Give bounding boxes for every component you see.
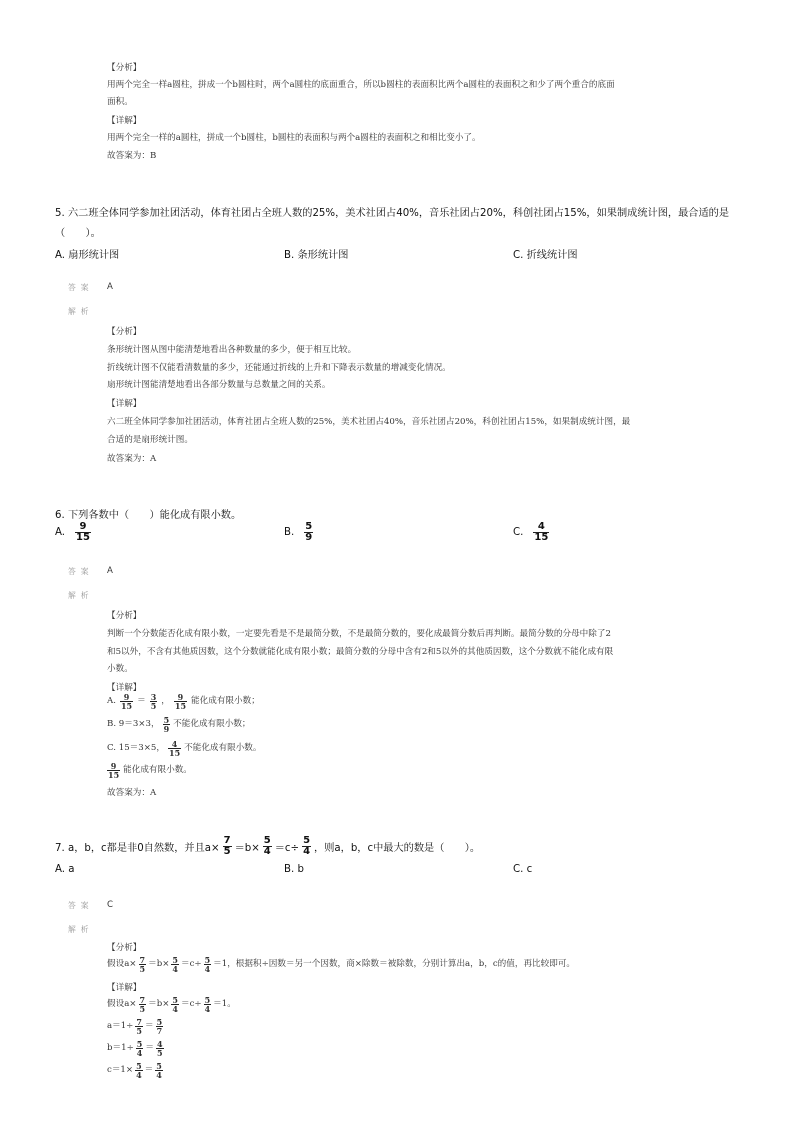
q5-answer-value: A xyxy=(107,282,113,292)
separator: ， xyxy=(161,696,170,706)
denominator: 15 xyxy=(534,532,549,543)
fraction xyxy=(204,956,212,973)
numerator: 7 xyxy=(223,835,231,846)
fraction xyxy=(135,1018,143,1035)
denominator: 5 xyxy=(139,964,146,974)
detail-text: 假设a× xyxy=(107,999,137,1009)
q5-analysis-line: 扇形统计图能清楚地看出各部分数量与总数量之间的关系。 xyxy=(107,380,331,390)
q5-analysis-header: 【分析】 xyxy=(107,327,142,337)
denominator: 4 xyxy=(172,964,178,974)
prev-detail-header: 【详解】 xyxy=(107,116,142,126)
analysis-text: ＝1，根据积÷因数＝另一个因数，商×除数＝被除数，分别计算出a，b，c的值，再比较即可。 xyxy=(213,959,576,969)
prev-analysis-line: 面积。 xyxy=(107,97,133,107)
q7-answer-label: 答案 xyxy=(68,901,94,910)
numerator: 4 xyxy=(537,521,545,532)
numerator: 7 xyxy=(139,995,146,1005)
fraction xyxy=(168,740,181,757)
q7-explain-label: 解析 xyxy=(68,925,94,934)
denominator: 5 xyxy=(136,1026,142,1036)
numerator: 9 xyxy=(177,692,184,702)
numerator: 5 xyxy=(156,1017,163,1027)
q6-detail-b xyxy=(107,716,251,733)
denominator: 4 xyxy=(263,846,271,857)
fraction xyxy=(156,1040,164,1057)
fraction xyxy=(163,716,171,733)
denominator: 15 xyxy=(174,701,187,711)
numerator: 4 xyxy=(171,739,178,749)
denominator: 15 xyxy=(169,748,181,758)
equals-sign: ＝ xyxy=(144,1021,154,1031)
fraction xyxy=(155,1062,163,1079)
denominator: 5 xyxy=(150,701,157,711)
q6-option-c xyxy=(513,522,549,543)
q7-analysis-line xyxy=(107,956,575,973)
q5-option-a: A. 扇形统计图 xyxy=(55,250,120,261)
q6-option-a xyxy=(55,522,91,543)
q6-detail-c xyxy=(107,740,262,757)
stem-text: 7. a，b，c都是非0自然数，并且a× xyxy=(55,843,220,854)
q6-answer-value: A xyxy=(107,566,113,576)
fraction xyxy=(150,693,158,710)
q6-explain-label: 解析 xyxy=(68,591,94,600)
stem-text: ，则a，b，c中最大的数是（ ）。 xyxy=(314,843,481,854)
q7-calc-c xyxy=(107,1062,163,1079)
stem-text: ＝c÷ xyxy=(274,843,300,854)
detail-prefix: C. 15＝3×5， xyxy=(107,743,165,753)
q5-analysis-line: 条形统计图从图中能清楚地看出各种数量的多少，便于相互比较。 xyxy=(107,345,357,355)
detail-text: ＝b× xyxy=(148,999,170,1009)
numerator: 5 xyxy=(204,995,211,1005)
q6-analysis-line: 和5以外，不含有其他质因数，这个分数就能化成有限小数；最简分数的分母中含有2和5以外的其他质因数，这个分数就不能化成有限 xyxy=(107,647,614,657)
calc-text: a＝1÷ xyxy=(107,1021,134,1031)
denominator: 7 xyxy=(156,1026,163,1036)
numerator: 7 xyxy=(136,1017,142,1027)
denominator: 15 xyxy=(120,701,133,711)
fraction xyxy=(120,693,133,710)
detail-text: 不能化成有限小数； xyxy=(173,719,251,729)
numerator: 4 xyxy=(156,1039,163,1049)
denominator: 4 xyxy=(136,1070,142,1080)
q7-option-b: B. b xyxy=(284,864,304,875)
fraction xyxy=(302,836,311,857)
q6-answer-label: 答案 xyxy=(68,567,94,576)
detail-text: 能化成有限小数； xyxy=(191,696,260,706)
denominator: 5 xyxy=(139,1004,146,1014)
fraction xyxy=(263,836,272,857)
q7-calc-a xyxy=(107,1018,163,1035)
q6-analysis-header: 【分析】 xyxy=(107,611,142,621)
q5-answer-label: 答案 xyxy=(68,283,94,292)
equals-sign: ＝ xyxy=(137,696,146,706)
equals-sign: ＝ xyxy=(145,1043,154,1053)
fraction xyxy=(174,693,187,710)
fraction xyxy=(223,836,232,857)
stem-text: ＝b× xyxy=(234,843,260,854)
q7-detail-header: 【详解】 xyxy=(107,983,142,993)
numerator: 5 xyxy=(204,955,211,965)
denominator: 15 xyxy=(76,532,90,543)
detail-text: 不能化成有限小数。 xyxy=(184,743,262,753)
q6-analysis-line: 判断一个分数能否化成有限小数，一定要先看是不是最简分数，不是最简分数的，要化成最简分数后再判断。最简分数的分母中除了2 xyxy=(107,629,611,639)
q6-conclusion: 故答案为：A xyxy=(107,788,157,798)
numerator: 5 xyxy=(303,835,311,846)
numerator: 5 xyxy=(172,995,178,1005)
fraction xyxy=(136,1040,144,1057)
q5-explain-label: 解析 xyxy=(68,307,94,316)
detail-prefix: B. 9＝3×3， xyxy=(107,719,160,729)
denominator: 4 xyxy=(156,1070,162,1080)
q6-detail-header: 【详解】 xyxy=(107,683,142,693)
q6-analysis-line: 小数。 xyxy=(107,664,133,674)
denominator: 4 xyxy=(204,1004,211,1014)
q7-calc-b xyxy=(107,1040,164,1057)
analysis-text: 假设a× xyxy=(107,959,137,969)
fraction xyxy=(204,996,212,1013)
numerator: 5 xyxy=(156,1061,162,1071)
q6-stem: 6. 下列各数中（ ）能化成有限小数。 xyxy=(55,510,242,521)
fraction xyxy=(171,956,179,973)
denominator: 15 xyxy=(108,770,120,780)
denominator: 9 xyxy=(163,724,170,734)
fraction xyxy=(107,762,120,779)
q5-stem-line1: 5. 六二班全体同学参加社团活动，体育社团占全班人数的25%，美术社团占40%，音乐社团占20%，科创社团占15%，如果制成统计图，最合适的是 xyxy=(55,208,730,219)
q7-stem xyxy=(55,836,480,857)
detail-text: ＝1。 xyxy=(213,999,236,1009)
fraction xyxy=(139,956,147,973)
calc-text: b＝1÷ xyxy=(107,1043,134,1053)
denominator: 4 xyxy=(172,1004,178,1014)
q7-option-a: A. a xyxy=(55,864,75,875)
denominator: 4 xyxy=(303,846,311,857)
q5-option-c: C. 折线统计图 xyxy=(513,250,578,261)
analysis-text: ＝c÷ xyxy=(180,959,202,969)
fraction xyxy=(533,522,549,543)
numerator: 9 xyxy=(110,761,117,771)
option-letter: A. xyxy=(55,527,66,538)
option-letter: B. xyxy=(284,527,295,538)
q5-conclusion: 故答案为：A xyxy=(107,454,157,464)
denominator: 5 xyxy=(156,1048,163,1058)
numerator: 9 xyxy=(79,521,87,532)
numerator: 9 xyxy=(123,692,130,702)
calc-text: c＝1× xyxy=(107,1065,134,1075)
prev-detail-line: 用两个完全一样的a圆柱，拼成一个b圆柱，b圆柱的表面积与两个a圆柱的表面积之和相比变小了。 xyxy=(107,133,481,143)
fraction xyxy=(135,1062,143,1079)
detail-text: 能化成有限小数。 xyxy=(123,765,192,775)
q5-detail-line: 合适的是扇形统计图。 xyxy=(107,435,193,445)
q7-detail-line xyxy=(107,996,236,1013)
q7-answer-value: C xyxy=(107,900,114,910)
detail-prefix: A. xyxy=(107,696,116,706)
q5-analysis-line: 折线统计图不仅能看清数量的多少，还能通过折线的上升和下降表示数量的增减变化情况。 xyxy=(107,363,451,373)
equals-sign: ＝ xyxy=(144,1065,154,1075)
q5-detail-line: 六二班全体同学参加社团活动，体育社团占全班人数的25%，美术社团占40%，音乐社团占20%，科创社团占15%，如果制成统计图，最 xyxy=(107,417,631,427)
prev-analysis-line: 用两个完全一样a圆柱，拼成一个b圆柱时，两个a圆柱的底面重合，所以b圆柱的表面积比两个a圆柱的表面积之和少了两个重合的底面 xyxy=(107,80,615,90)
q6-option-b xyxy=(284,522,313,543)
numerator: 5 xyxy=(305,521,313,532)
fraction xyxy=(75,522,91,543)
q6-detail-summary xyxy=(107,762,192,779)
fraction xyxy=(304,522,313,543)
q5-option-b: B. 条形统计图 xyxy=(284,250,349,261)
prev-conclusion: 故答案为：B xyxy=(107,151,157,161)
q6-detail-a xyxy=(107,693,260,710)
numerator: 7 xyxy=(139,955,146,965)
numerator: 5 xyxy=(163,715,170,725)
denominator: 9 xyxy=(305,532,313,543)
numerator: 5 xyxy=(263,835,271,846)
numerator: 3 xyxy=(150,692,157,702)
denominator: 4 xyxy=(136,1048,143,1058)
denominator: 4 xyxy=(204,964,211,974)
q7-analysis-header: 【分析】 xyxy=(107,943,142,953)
analysis-text: ＝b× xyxy=(148,959,170,969)
numerator: 5 xyxy=(136,1061,142,1071)
option-letter: C. xyxy=(513,527,524,538)
fraction xyxy=(171,996,179,1013)
denominator: 5 xyxy=(223,846,231,857)
fraction xyxy=(139,996,147,1013)
q5-detail-header: 【详解】 xyxy=(107,399,142,409)
fraction xyxy=(156,1018,164,1035)
prev-analysis-header: 【分析】 xyxy=(107,63,142,73)
numerator: 5 xyxy=(172,955,178,965)
numerator: 5 xyxy=(136,1039,143,1049)
q7-option-c: C. c xyxy=(513,864,533,875)
q5-stem-line2: （ ）。 xyxy=(55,228,101,239)
detail-text: ＝c÷ xyxy=(180,999,202,1009)
